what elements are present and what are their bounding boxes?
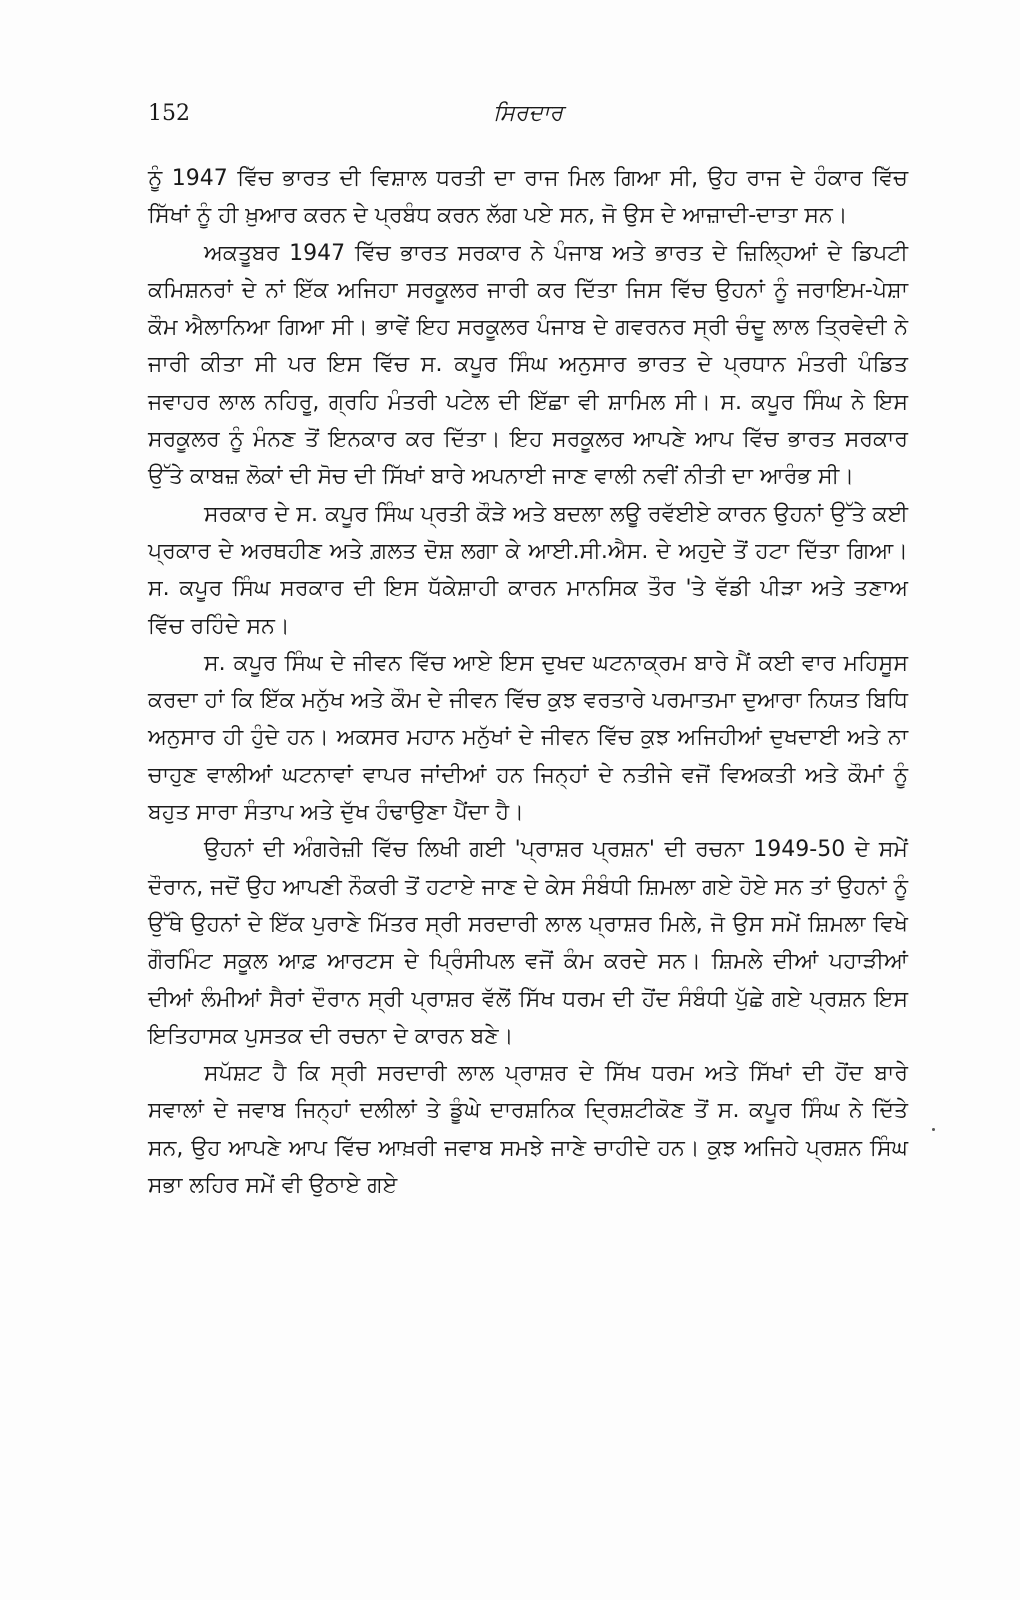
paragraph-1: ਨੂੰ 1947 ਵਿੱਚ ਭਾਰਤ ਦੀ ਵਿਸ਼ਾਲ ਧਰਤੀ ਦਾ ਰਾਜ ਮਿਲ ਗਿਆ ਸੀ, ਉਹ ਰਾਜ ਦੇ ਹੰਕਾਰ ਵਿੱਚ ਸਿੱਖਾਂ ਨੂੰ ਹੀ ਖ਼ੁਆਰ ਕਰਨ ਦੇ ਪ੍ਰਬੰਧ ਕਰਨ ਲੱਗ ਪਏ ਸਨ, ਜੋ ਉਸ ਦੇ ਆਜ਼ਾਦੀ-ਦਾਤਾ ਸਨ। — [148, 166, 908, 229]
scan-speck — [932, 1128, 935, 1131]
paragraph-5: ਉਹਨਾਂ ਦੀ ਅੰਗਰੇਜ਼ੀ ਵਿੱਚ ਲਿਖੀ ਗਈ 'ਪ੍ਰਾਸ਼ਰ ਪ੍ਰਸ਼ਨ' ਦੀ ਰਚਨਾ 1949-50 ਦੇ ਸਮੇਂ ਦੌਰਾਨ, ਜਦੋਂ ਉਹ ਆਪਣੀ ਨੌਕਰੀ ਤੋਂ ਹਟਾਏ ਜਾਣ ਦੇ ਕੇਸ ਸੰਬੰਧੀ ਸ਼ਿਮਲਾ ਗਏ ਹੋਏ ਸਨ ਤਾਂ ਉਹਨਾਂ ਨੂੰ ਉੱਥੇ ਉਹਨਾਂ ਦੇ ਇੱਕ ਪੁਰਾਣੇ ਮਿੱਤਰ ਸ੍ਰੀ ਸਰਦਾਰੀ ਲਾਲ ਪ੍ਰਾਸ਼ਰ ਮਿਲੇ, ਜੋ ਉਸ ਸਮੇਂ ਸ਼ਿਮਲਾ ਵਿਖੇ ਗੌਰਮਿੰਟ ਸਕੂਲ ਆਫ਼ ਆਰਟਸ ਦੇ ਪ੍ਰਿੰਸੀਪਲ ਵਜੋਂ ਕੰਮ ਕਰਦੇ ਸਨ। ਸ਼ਿਮਲੇ ਦੀਆਂ ਪਹਾੜੀਆਂ ਦੀਆਂ ਲੰਮੀਆਂ ਸੈਰਾਂ ਦੌਰਾਨ ਸ੍ਰੀ ਪ੍ਰਾਸ਼ਰ ਵੱਲੋਂ ਸਿੱਖ ਧਰਮ ਦੀ ਹੋਂਦ ਸੰਬੰਧੀ ਪੁੱਛੇ ਗਏ ਪ੍ਰਸ਼ਨ ਇਸ ਇਤਿਹਾਸਕ ਪੁਸਤਕ ਦੀ ਰਚਨਾ ਦੇ ਕਾਰਨ ਬਣੇ। — [148, 837, 908, 1049]
body-text — [148, 160, 908, 1204]
paragraph-3: ਸਰਕਾਰ ਦੇ ਸ. ਕਪੂਰ ਸਿੰਘ ਪ੍ਰਤੀ ਕੌੜੇ ਅਤੇ ਬਦਲਾ ਲਊ ਰਵੱਈਏ ਕਾਰਨ ਉਹਨਾਂ ਉੱਤੇ ਕਈ ਪ੍ਰਕਾਰ ਦੇ ਅਰਥਹੀਣ ਅਤੇ ਗ਼ਲਤ ਦੋਸ਼ ਲਗਾ ਕੇ ਆਈ.ਸੀ.ਐਸ. ਦੇ ਅਹੁਦੇ ਤੋਂ ਹਟਾ ਦਿੱਤਾ ਗਿਆ। ਸ. ਕਪੂਰ ਸਿੰਘ ਸਰਕਾਰ ਦੀ ਇਸ ਧੱਕੇਸ਼ਾਹੀ ਕਾਰਨ ਮਾਨਸਿਕ ਤੌਰ 'ਤੇ ਵੱਡੀ ਪੀੜਾ ਅਤੇ ਤਣਾਅ ਵਿੱਚ ਰਹਿੰਦੇ ਸਨ। — [148, 501, 908, 639]
paragraph-4: ਸ. ਕਪੂਰ ਸਿੰਘ ਦੇ ਜੀਵਨ ਵਿੱਚ ਆਏ ਇਸ ਦੁਖਦ ਘਟਨਾਕ੍ਰਮ ਬਾਰੇ ਮੈਂ ਕਈ ਵਾਰ ਮਹਿਸੂਸ ਕਰਦਾ ਹਾਂ ਕਿ ਇੱਕ ਮਨੁੱਖ ਅਤੇ ਕੌਮ ਦੇ ਜੀਵਨ ਵਿੱਚ ਕੁਝ ਵਰਤਾਰੇ ਪਰਮਾਤਮਾ ਦੁਆਰਾ ਨਿਯਤ ਬਿਧਿ ਅਨੁਸਾਰ ਹੀ ਹੁੰਦੇ ਹਨ। ਅਕਸਰ ਮਹਾਨ ਮਨੁੱਖਾਂ ਦੇ ਜੀਵਨ ਵਿੱਚ ਕੁਝ ਅਜਿਹੀਆਂ ਦੁਖਦਾਈ ਅਤੇ ਨਾ ਚਾਹੁਣ ਵਾਲੀਆਂ ਘਟਨਾਵਾਂ ਵਾਪਰ ਜਾਂਦੀਆਂ ਹਨ ਜਿਨ੍ਹਾਂ ਦੇ ਨਤੀਜੇ ਵਜੋਂ ਵਿਅਕਤੀ ਅਤੇ ਕੌਮਾਂ ਨੂੰ ਬਹੁਤ ਸਾਰਾ ਸੰਤਾਪ ਅਤੇ ਦੁੱਖ ਹੰਢਾਉਣਾ ਪੈਂਦਾ ਹੈ। — [148, 650, 908, 826]
page-header — [148, 98, 908, 134]
running-title: ਸਿਰਦਾਰ — [493, 101, 563, 126]
paragraph-6: ਸਪੱਸ਼ਟ ਹੈ ਕਿ ਸ੍ਰੀ ਸਰਦਾਰੀ ਲਾਲ ਪ੍ਰਾਸ਼ਰ ਦੇ ਸਿੱਖ ਧਰਮ ਅਤੇ ਸਿੱਖਾਂ ਦੀ ਹੋਂਦ ਬਾਰੇ ਸਵਾਲਾਂ ਦੇ ਜਵਾਬ ਜਿਨ੍ਹਾਂ ਦਲੀਲਾਂ ਤੇ ਡੂੰਘੇ ਦਾਰਸ਼ਨਿਕ ਦ੍ਰਿਸ਼ਟੀਕੋਣ ਤੋਂ ਸ. ਕਪੂਰ ਸਿੰਘ ਨੇ ਦਿੱਤੇ ਸਨ, ਉਹ ਆਪਣੇ ਆਪ ਵਿੱਚ ਆਖ਼ਰੀ ਜਵਾਬ ਸਮਝੇ ਜਾਣੇ ਚਾਹੀਦੇ ਹਨ। ਕੁਝ ਅਜਿਹੇ ਪ੍ਰਸ਼ਨ ਸਿੰਘ ਸਭਾ ਲਹਿਰ ਸਮੇਂ ਵੀ ਉਠਾਏ ਗਏ — [148, 1061, 908, 1199]
paragraph-2: ਅਕਤੂਬਰ 1947 ਵਿੱਚ ਭਾਰਤ ਸਰਕਾਰ ਨੇ ਪੰਜਾਬ ਅਤੇ ਭਾਰਤ ਦੇ ਜ਼ਿਲ੍ਹਿਆਂ ਦੇ ਡਿਪਟੀ ਕਮਿਸ਼ਨਰਾਂ ਦੇ ਨਾਂ ਇੱਕ ਅਜਿਹਾ ਸਰਕੂਲਰ ਜਾਰੀ ਕਰ ਦਿੱਤਾ ਜਿਸ ਵਿੱਚ ਉਹਨਾਂ ਨੂੰ ਜਰਾਇਮ-ਪੇਸ਼ਾ ਕੌਮ ਐਲਾਨਿਆ ਗਿਆ ਸੀ। ਭਾਵੇਂ ਇਹ ਸਰਕੂਲਰ ਪੰਜਾਬ ਦੇ ਗਵਰਨਰ ਸ੍ਰੀ ਚੰਦੂ ਲਾਲ ਤ੍ਰਿਵੇਦੀ ਨੇ ਜਾਰੀ ਕੀਤਾ ਸੀ ਪਰ ਇਸ ਵਿੱਚ ਸ. ਕਪੂਰ ਸਿੰਘ ਅਨੁਸਾਰ ਭਾਰਤ ਦੇ ਪ੍ਰਧਾਨ ਮੰਤਰੀ ਪੰਡਿਤ ਜਵਾਹਰ ਲਾਲ ਨਹਿਰੂ, ਗ੍ਰਹਿ ਮੰਤਰੀ ਪਟੇਲ ਦੀ ਇੱਛਾ ਵੀ ਸ਼ਾਮਿਲ ਸੀ। ਸ. ਕਪੂਰ ਸਿੰਘ ਨੇ ਇਸ ਸਰਕੂਲਰ ਨੂੰ ਮੰਨਣ ਤੋਂ ਇਨਕਾਰ ਕਰ ਦਿੱਤਾ। ਇਹ ਸਰਕੂਲਰ ਆਪਣੇ ਆਪ ਵਿੱਚ ਭਾਰਤ ਸਰਕਾਰ ਉੱਤੇ ਕਾਬਜ਼ ਲੋਕਾਂ ਦੀ ਸੋਚ ਦੀ ਸਿੱਖਾਂ ਬਾਰੇ ਅਪਨਾਈ ਜਾਣ ਵਾਲੀ ਨਵੀਂ ਨੀਤੀ ਦਾ ਆਰੰਭ ਸੀ। — [148, 240, 908, 490]
page-number: 152 — [148, 101, 190, 126]
